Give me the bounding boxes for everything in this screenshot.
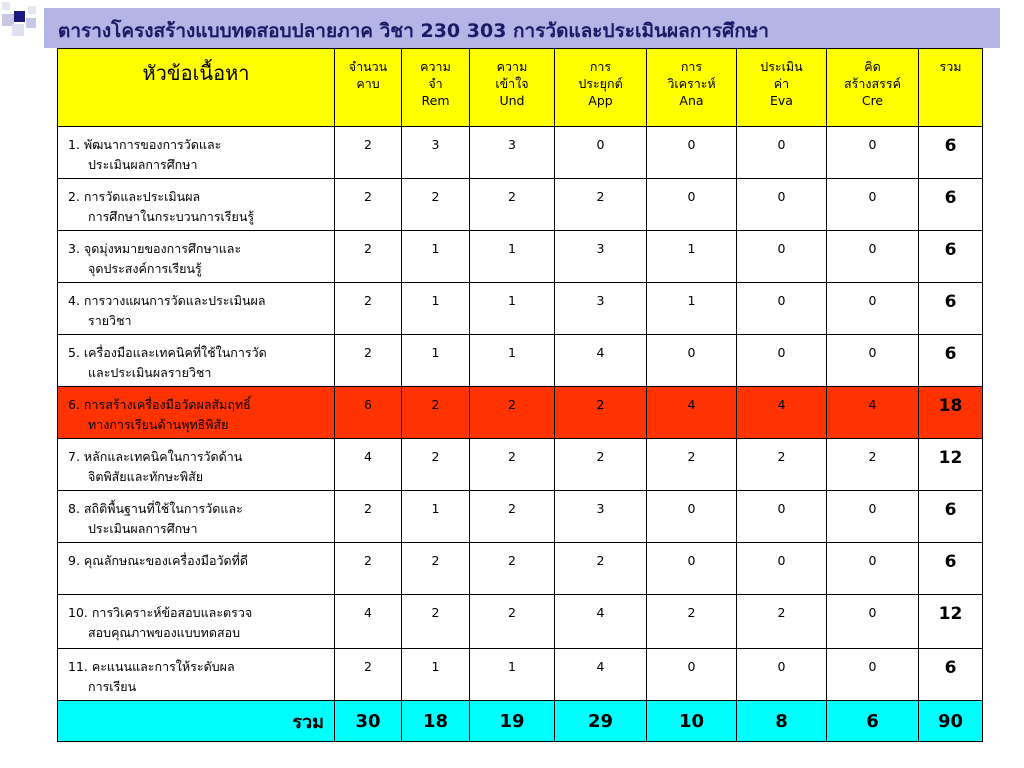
row-value: 2 — [402, 543, 470, 595]
row-value: 0 — [737, 231, 827, 283]
topic-line: ประเมินผลการศึกษา — [88, 157, 198, 172]
table-row — [58, 439, 983, 491]
header-remember: ความ จำ Rem — [402, 49, 470, 127]
row-value: 0 — [827, 127, 919, 179]
topic-line: 9. คุณลักษณะของเครื่องมือวัดที่ดี — [68, 553, 248, 568]
row-value: 2 — [402, 179, 470, 231]
header-topic: หัวข้อเนื้อหา — [58, 49, 335, 127]
row-value: 0 — [827, 283, 919, 335]
row-value: 2 — [335, 231, 402, 283]
row-value: 2 — [402, 439, 470, 491]
row-total: 6 — [919, 283, 983, 335]
row-value: 0 — [827, 179, 919, 231]
row-value: 4 — [737, 387, 827, 439]
footer-value: 10 — [647, 701, 737, 742]
row-value: 0 — [737, 491, 827, 543]
header-create: คิด สร้างสรรค์ Cre — [827, 49, 919, 127]
row-topic — [58, 335, 335, 387]
row-value: 2 — [470, 595, 555, 649]
row-value: 6 — [335, 387, 402, 439]
row-total: 6 — [919, 127, 983, 179]
row-value: 2 — [335, 283, 402, 335]
row-total: 6 — [919, 649, 983, 701]
topic-line: ประเมินผลการศึกษา — [88, 521, 198, 536]
row-value: 1 — [470, 231, 555, 283]
row-total: 6 — [919, 543, 983, 595]
topic-line: จิตพิสัยและทักษะพิสัย — [88, 469, 204, 484]
header-row — [58, 49, 983, 127]
row-value: 3 — [555, 231, 647, 283]
table-row — [58, 179, 983, 231]
row-value: 1 — [647, 283, 737, 335]
row-value: 2 — [647, 595, 737, 649]
row-value: 2 — [335, 127, 402, 179]
topic-line: 7. หลักและเทคนิคในการวัดด้าน — [68, 449, 243, 464]
table-row — [58, 335, 983, 387]
row-value: 2 — [402, 387, 470, 439]
header-analyze: การ วิเคราะห์ Ana — [647, 49, 737, 127]
table-row — [58, 387, 983, 439]
row-value: 0 — [647, 179, 737, 231]
row-value: 4 — [555, 595, 647, 649]
footer-value: 29 — [555, 701, 647, 742]
topic-line: 6. การสร้างเครื่องมือวัดผลสัมฤทธิ์ — [68, 397, 251, 412]
table-row — [58, 491, 983, 543]
row-value: 3 — [470, 127, 555, 179]
row-value: 2 — [827, 439, 919, 491]
row-value: 0 — [737, 649, 827, 701]
row-topic — [58, 439, 335, 491]
topic-line: 2. การวัดและประเมินผล — [68, 189, 201, 204]
footer-row — [58, 701, 983, 742]
header-evaluate: ประเมิน ค่า Eva — [737, 49, 827, 127]
row-value: 4 — [647, 387, 737, 439]
decor-square — [28, 6, 36, 14]
row-value: 2 — [335, 491, 402, 543]
row-value: 0 — [647, 127, 737, 179]
row-value: 0 — [555, 127, 647, 179]
row-value: 0 — [647, 335, 737, 387]
row-value: 2 — [555, 387, 647, 439]
row-total: 18 — [919, 387, 983, 439]
row-value: 2 — [335, 543, 402, 595]
row-value: 2 — [335, 179, 402, 231]
row-topic — [58, 491, 335, 543]
row-total: 12 — [919, 595, 983, 649]
row-topic — [58, 543, 335, 595]
structure-table — [57, 48, 983, 742]
row-value: 0 — [737, 179, 827, 231]
row-value: 0 — [647, 491, 737, 543]
topic-line: การศึกษาในกระบวนการเรียนรู้ — [88, 209, 255, 224]
topic-line: 1. พัฒนาการของการวัดและ — [68, 137, 222, 152]
topic-line: 3. จุดมุ่งหมายของการศึกษาและ — [68, 241, 242, 256]
topic-line: จุดประสงค์การเรียนรู้ — [88, 261, 202, 276]
row-value: 0 — [737, 283, 827, 335]
row-value: 0 — [647, 543, 737, 595]
row-value: 3 — [555, 491, 647, 543]
row-value: 2 — [335, 649, 402, 701]
row-value: 2 — [470, 439, 555, 491]
row-value: 2 — [470, 543, 555, 595]
footer-value: 19 — [470, 701, 555, 742]
footer-value: 30 — [335, 701, 402, 742]
decor-square — [14, 11, 25, 22]
topic-line: 11. คะแนนและการให้ระดับผล — [68, 659, 235, 674]
decor-square — [26, 18, 36, 28]
row-value: 0 — [827, 335, 919, 387]
topic-line: 8. สถิติพื้นฐานที่ใช้ในการวัดและ — [68, 501, 243, 516]
row-value: 1 — [402, 491, 470, 543]
topic-line: การเรียน — [88, 679, 137, 694]
decor-square — [12, 24, 24, 36]
row-value: 0 — [827, 649, 919, 701]
footer-value: 6 — [827, 701, 919, 742]
row-value: 0 — [827, 595, 919, 649]
row-value: 1 — [402, 649, 470, 701]
row-value: 1 — [402, 335, 470, 387]
page-title: ตารางโครงสร้างแบบทดสอบปลายภาค วิชา 230 303 การวัดและประเมินผลการศึกษา — [58, 20, 769, 42]
row-value: 0 — [827, 231, 919, 283]
row-value: 0 — [737, 335, 827, 387]
row-value: 2 — [470, 387, 555, 439]
row-value: 1 — [470, 283, 555, 335]
row-value: 0 — [647, 649, 737, 701]
row-value: 2 — [737, 439, 827, 491]
row-value: 3 — [402, 127, 470, 179]
row-topic — [58, 387, 335, 439]
row-value: 4 — [335, 439, 402, 491]
table-row — [58, 543, 983, 595]
row-value: 2 — [647, 439, 737, 491]
row-topic — [58, 283, 335, 335]
footer-label: รวม — [58, 701, 335, 742]
topic-line: 4. การวางแผนการวัดและประเมินผล — [68, 293, 266, 308]
row-value: 2 — [470, 179, 555, 231]
topic-line: และประเมินผลรายวิชา — [88, 365, 212, 380]
row-value: 3 — [555, 283, 647, 335]
row-total: 6 — [919, 335, 983, 387]
row-value: 0 — [737, 543, 827, 595]
topic-line: 5. เครื่องมือและเทคนิคที่ใช้ในการวัด — [68, 345, 267, 360]
topic-line: รายวิชา — [88, 313, 132, 328]
footer-value: 8 — [737, 701, 827, 742]
topic-line: สอบคุณภาพของแบบทดสอบ — [88, 625, 241, 640]
row-total: 12 — [919, 439, 983, 491]
topic-line: ทางการเรียนด้านพุทธิพิสัย — [88, 417, 229, 432]
row-value: 2 — [555, 179, 647, 231]
footer-value: 18 — [402, 701, 470, 742]
row-value: 0 — [827, 543, 919, 595]
row-total: 6 — [919, 231, 983, 283]
row-value: 4 — [555, 649, 647, 701]
header-periods: จำนวน คาบ — [335, 49, 402, 127]
table-row — [58, 231, 983, 283]
row-value: 4 — [827, 387, 919, 439]
decor-square — [2, 2, 10, 10]
row-value: 1 — [470, 335, 555, 387]
row-value: 4 — [555, 335, 647, 387]
row-value: 1 — [470, 649, 555, 701]
row-value: 2 — [737, 595, 827, 649]
row-value: 2 — [335, 335, 402, 387]
row-value: 1 — [647, 231, 737, 283]
row-value: 0 — [737, 127, 827, 179]
row-value: 2 — [555, 439, 647, 491]
row-value: 1 — [402, 283, 470, 335]
row-total: 6 — [919, 179, 983, 231]
topic-line: 10. การวิเคราะห์ข้อสอบและตรวจ — [68, 605, 253, 620]
row-topic — [58, 595, 335, 649]
row-value: 2 — [470, 491, 555, 543]
table-row — [58, 649, 983, 701]
row-value: 0 — [827, 491, 919, 543]
row-topic — [58, 179, 335, 231]
footer-total: 90 — [919, 701, 983, 742]
header-apply: การ ประยุกต์ App — [555, 49, 647, 127]
header-total: รวม — [919, 49, 983, 127]
row-value: 4 — [335, 595, 402, 649]
row-topic — [58, 127, 335, 179]
row-value: 2 — [555, 543, 647, 595]
row-topic — [58, 231, 335, 283]
header-understand: ความ เข้าใจ Und — [470, 49, 555, 127]
table-row — [58, 283, 983, 335]
row-value: 2 — [402, 595, 470, 649]
row-value: 1 — [402, 231, 470, 283]
table-row — [58, 127, 983, 179]
row-total: 6 — [919, 491, 983, 543]
row-topic — [58, 649, 335, 701]
table-row — [58, 595, 983, 649]
